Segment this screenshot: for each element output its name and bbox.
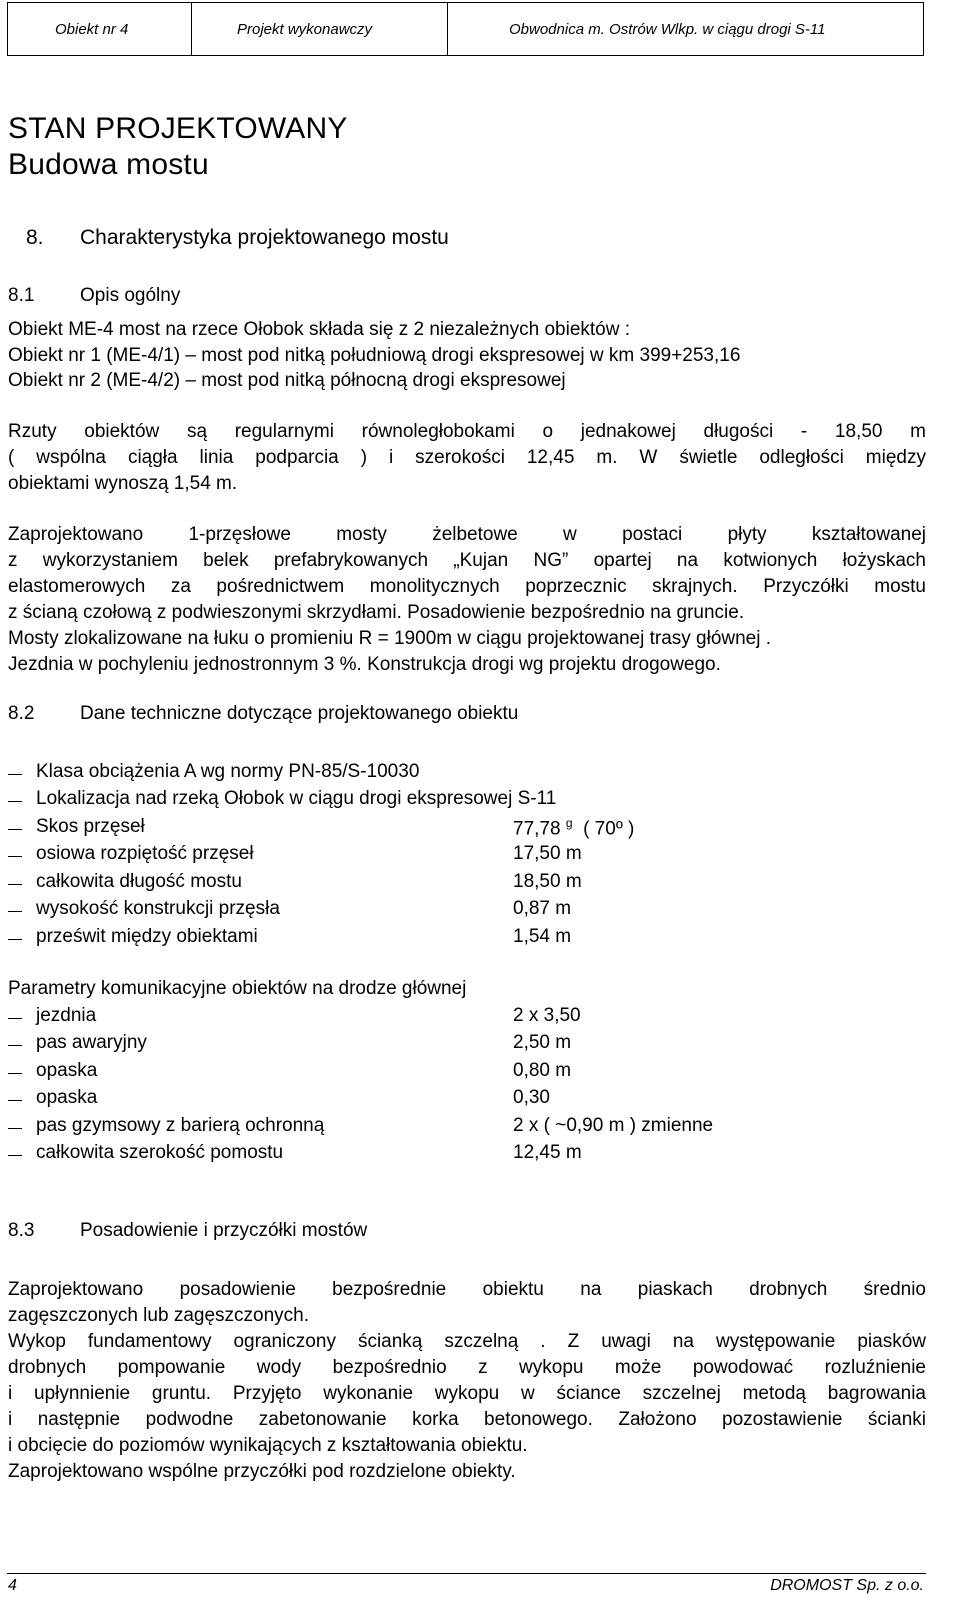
spec-label: Skos przęseł [36,816,145,837]
param-value: 12,45 m [513,1142,582,1163]
param-item [8,1142,926,1169]
text-line: Obiekt nr 1 (ME-4/1) – most pod nitką południową drogi ekspresowej w km 399+253,16 [8,345,741,366]
page-title: STAN PROJEKTOWANY [8,112,348,145]
param-value: 2 x ( ~0,90 m ) zmienne [513,1115,714,1136]
dash-bullet-icon [8,1128,22,1129]
dash-bullet-icon [8,1155,22,1156]
dash-bullet-icon [8,1100,22,1101]
paragraph-line: Mosty zlokalizowane na łuku o promieniu R = 1900m w ciągu projektowanej trasy głównej . [8,628,772,649]
param-value: 0,30 [513,1087,550,1108]
document-header [7,2,924,56]
paragraph-line: z wykorzystaniem belek prefabrykowanych „Kujan NG” opartej na kotwionych łożyskach [8,550,926,571]
dash-bullet-icon [8,801,22,802]
spec-label: Lokalizacja nad rzeką Ołobok w ciągu drogi ekspresowej S-11 [36,788,557,809]
section-8-1-number: 8.1 [8,285,35,306]
spec-label: całkowita długość mostu [36,871,242,892]
header-divider [447,3,448,55]
spec-value: 1,54 m [513,926,572,947]
param-value: 2,50 m [513,1032,572,1053]
spec-value: 0,87 m [513,898,572,919]
paragraph-line: ( wspólna ciągła linia podparcia ) i szerokości 12,45 m. W świetle odległości między [8,447,926,468]
param-label: opaska [36,1060,98,1081]
spec-value: 18,50 m [513,871,582,892]
grad-unit: g [565,816,573,830]
paragraph-line: obiektami wynoszą 1,54 m. [8,473,238,494]
skew-value: 77,78 [513,818,561,840]
section-8-2-number: 8.2 [8,703,35,724]
section-8-2-title: Dane techniczne dotyczące projektowanego obiektu [80,703,519,724]
skew-degrees: ( 70º ) [583,818,635,840]
spec-item [8,871,926,898]
header-project-name: Obwodnica m. Ostrów Wlkp. w ciągu drogi S-11 [509,21,826,38]
section-8-1-title: Opis ogólny [80,285,181,306]
dash-bullet-icon [8,774,22,775]
paragraph-line: Zaprojektowano 1-przęsłowe mosty żelbetowe w postaci płyty kształtowanej [8,524,926,545]
param-item [8,1060,926,1087]
dash-bullet-icon [8,884,22,885]
spec-label: wysokość konstrukcji przęsła [36,898,280,919]
param-item [8,1087,926,1114]
paragraph-line: Rzuty obiektów są regularnymi równoległobokami o jednakowej długości - 18,50 m [8,421,926,442]
spec-item [8,761,926,788]
spec-label: osiowa rozpiętość przęseł [36,843,254,864]
dash-bullet-icon [8,829,22,830]
footer-rule [7,1573,926,1574]
param-label: całkowita szerokość pomostu [36,1142,284,1163]
param-label: pas awaryjny [36,1032,147,1053]
param-item [8,1032,926,1059]
parameters-heading: Parametry komunikacyjne obiektów na drodze głównej [8,978,467,999]
param-value: 0,80 m [513,1060,572,1081]
spec-item [8,898,926,925]
section-8-3-title: Posadowienie i przyczółki mostów [80,1220,368,1241]
spec-value: 17,50 m [513,843,582,864]
header-divider [191,3,192,55]
dash-bullet-icon [8,1018,22,1019]
paragraph-line: i obcięcie do poziomów wynikających z kształtowania obiektu. [8,1435,528,1456]
spec-label: prześwit między obiektami [36,926,258,947]
page-subtitle: Budowa mostu [8,148,209,181]
spec-value [513,816,634,840]
page-number: 4 [8,1577,17,1594]
paragraph-line: elastomerowych za pośrednictwem monolitycznych poprzecznic skrajnych. Przyczółki mostu [8,576,926,597]
dash-bullet-icon [8,1045,22,1046]
paragraph-line: Jezdnia w pochyleniu jednostronnym 3 %. Konstrukcja drogi wg projektu drogowego. [8,654,721,675]
section-8-number: 8. [26,226,44,249]
footer-company: DROMOST Sp. z o.o. [770,1577,924,1594]
param-item [8,1115,926,1142]
param-item [8,1005,926,1032]
paragraph-line: i upłynnienie gruntu. Przyjęto wykonanie wykopu w ściance szczelnej metodą bagrowania [8,1383,926,1404]
spec-item [8,816,926,843]
param-label: pas gzymsowy z barierą ochronną [36,1115,325,1136]
section-8-3-number: 8.3 [8,1220,35,1241]
paragraph-line: z ścianą czołową z podwieszonymi skrzydłami. Posadowienie bezpośrednio na gruncie. [8,602,745,623]
paragraph-line: Zaprojektowano wspólne przyczółki pod rozdzielone obiekty. [8,1461,516,1482]
text-line: Obiekt ME-4 most na rzece Ołobok składa się z 2 niezależnych obiektów : [8,319,631,340]
header-object-number: Obiekt nr 4 [55,21,129,38]
text-line: Obiekt nr 2 (ME-4/2) – most pod nitką północną drogi ekspresowej [8,370,566,391]
param-label: opaska [36,1087,98,1108]
paragraph-line: Wykop fundamentowy ograniczony ścianką szczelną . Z uwagi na występowanie piasków [8,1331,926,1352]
dash-bullet-icon [8,856,22,857]
header-project-stage: Projekt wykonawczy [237,21,373,38]
param-value: 2 x 3,50 [513,1005,581,1026]
dash-bullet-icon [8,939,22,940]
paragraph-line: zagęszczonych lub zagęszczonych. [8,1305,309,1326]
spec-item [8,788,926,815]
spec-item [8,843,926,870]
paragraph-line: i następnie podwodne zabetonowanie korka betonowego. Założono pozostawienie ścianki [8,1409,926,1430]
paragraph-line: drobnych pompowanie wody bezpośrednio z wykopu może powodować rozluźnienie [8,1357,926,1378]
spec-label: Klasa obciążenia A wg normy PN-85/S-10030 [36,761,420,782]
dash-bullet-icon [8,911,22,912]
paragraph-line: Zaprojektowano posadowienie bezpośrednie obiektu na piaskach drobnych średnio [8,1279,926,1300]
dash-bullet-icon [8,1073,22,1074]
param-label: jezdnia [36,1005,97,1026]
section-8-title: Charakterystyka projektowanego mostu [80,226,449,249]
spec-item [8,926,926,953]
